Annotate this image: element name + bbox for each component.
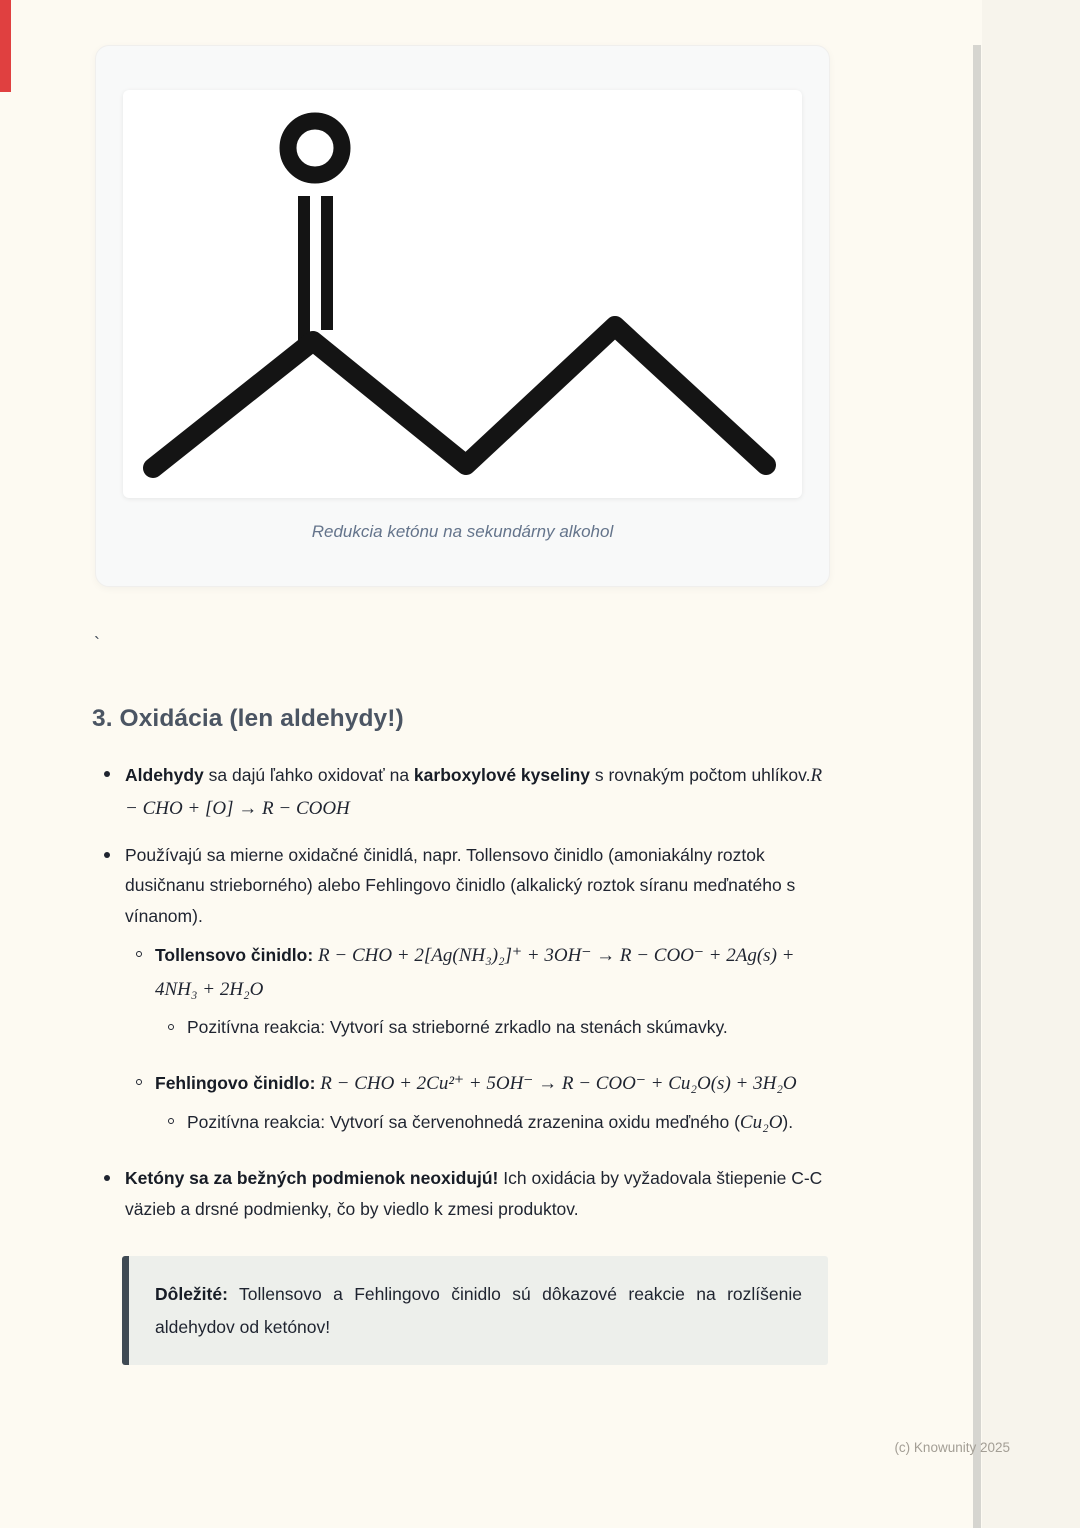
- list-item-text: [125, 759, 825, 826]
- text-segment: ).: [782, 1111, 794, 1132]
- list-item-tollens: [92, 939, 833, 1006]
- callout-text: [155, 1278, 802, 1343]
- scrollbar[interactable]: [973, 45, 981, 1528]
- copyright-notice: (c) Knowunity 2025: [894, 1440, 1010, 1455]
- list-item-text: Pozitívna reakcia: Vytvorí sa strieborné zrkadlo na stenách skúmavky.: [187, 1016, 728, 1037]
- bold-text: karboxylové kyseliny: [413, 765, 590, 785]
- figure-card: [95, 45, 830, 587]
- list-item-text: Používajú sa mierne oxidačné činidlá, napr. Tollensovo činidlo (amoniakálny roztok dusičnanu strieborného) alebo Fehlingovo činidlo (alkalický roztok síranu meďnatého s vínanom).: [125, 844, 796, 926]
- bold-text: Dôležité:: [155, 1284, 228, 1305]
- figure-caption: Redukcia ketónu na sekundárny alkohol: [311, 522, 614, 541]
- list-item-ketones-no-oxidation: [92, 1163, 833, 1224]
- bullet-disc-icon: [104, 771, 110, 777]
- list-item-text: [125, 1163, 825, 1224]
- text-segment: sa dajú ľahko oxidovať na: [203, 765, 414, 785]
- ketone-structure-image: [123, 90, 802, 498]
- list-item-text: [155, 939, 833, 1006]
- text-segment: Ich oxidácia by vyžadovala štiepenie C-C väzieb a drsné podmienky, čo by viedlo k zmesi produktov.: [125, 1168, 823, 1219]
- bullet-circle-icon: [136, 1079, 142, 1085]
- carbon-chain: [153, 326, 766, 468]
- right-margin-strip: [982, 0, 1080, 1528]
- inline-formula: R − CHO + 2Cu²⁺ + 5OH⁻ → R − COO⁻ + Cu₂O(s) + 3H₂O: [320, 1072, 797, 1094]
- section-heading: 3. Oxidácia (len aldehydy!): [92, 705, 404, 732]
- inline-formula: R − CHO + 2[Ag(NH₃)₂]⁺ + 3OH⁻ → R − COO⁻ + 2Ag(s) + 4NH₃ + 2H₂O: [155, 945, 795, 1000]
- bold-text: Tollensovo činidlo:: [155, 945, 319, 966]
- stray-backtick: `: [94, 634, 100, 654]
- list-item-text: [155, 1067, 797, 1100]
- list-item-aldehyde-oxidation: [92, 759, 833, 826]
- bullet-circle-icon: [136, 951, 142, 957]
- bold-text: Aldehydy: [125, 765, 204, 785]
- left-accent-stripe: [0, 0, 11, 92]
- list-item-fehling-positive: [92, 1106, 833, 1139]
- important-callout: [122, 1256, 828, 1365]
- bullet-disc-icon: [104, 1175, 110, 1181]
- bullet-disc-icon: [104, 852, 110, 858]
- text-segment: Tollensovo a Fehlingovo činidlo sú dôkazové reakcie na rozlíšenie aldehydov od ketónov!: [155, 1284, 802, 1337]
- list-item-text: [187, 1106, 793, 1139]
- inline-formula: Cu₂O: [739, 1111, 783, 1133]
- document-content: [92, 0, 833, 1365]
- text-segment: Pozitívna reakcia: Vytvorí sa červenohnedá zrazenina oxidu meďného (: [187, 1111, 740, 1132]
- text-segment: s rovnakým počtom uhlíkov.: [590, 765, 811, 785]
- oxygen-atom: [288, 121, 342, 175]
- bold-text: Ketóny sa za bežných podmienok neoxidujú!: [125, 1168, 499, 1188]
- list-item-tollens-positive: [92, 1012, 833, 1043]
- list-item-oxidizing-agents: [92, 840, 833, 932]
- ketone-skeletal-formula: [123, 90, 802, 498]
- bold-text: Fehlingovo činidlo:: [155, 1072, 321, 1093]
- bullet-circle-icon: [168, 1024, 174, 1030]
- bullet-circle-icon: [168, 1118, 174, 1124]
- bullet-list: [92, 759, 833, 1224]
- inline-formula: R − CHO + [O] → R − COOH: [125, 765, 823, 820]
- list-item-fehling: [92, 1067, 833, 1100]
